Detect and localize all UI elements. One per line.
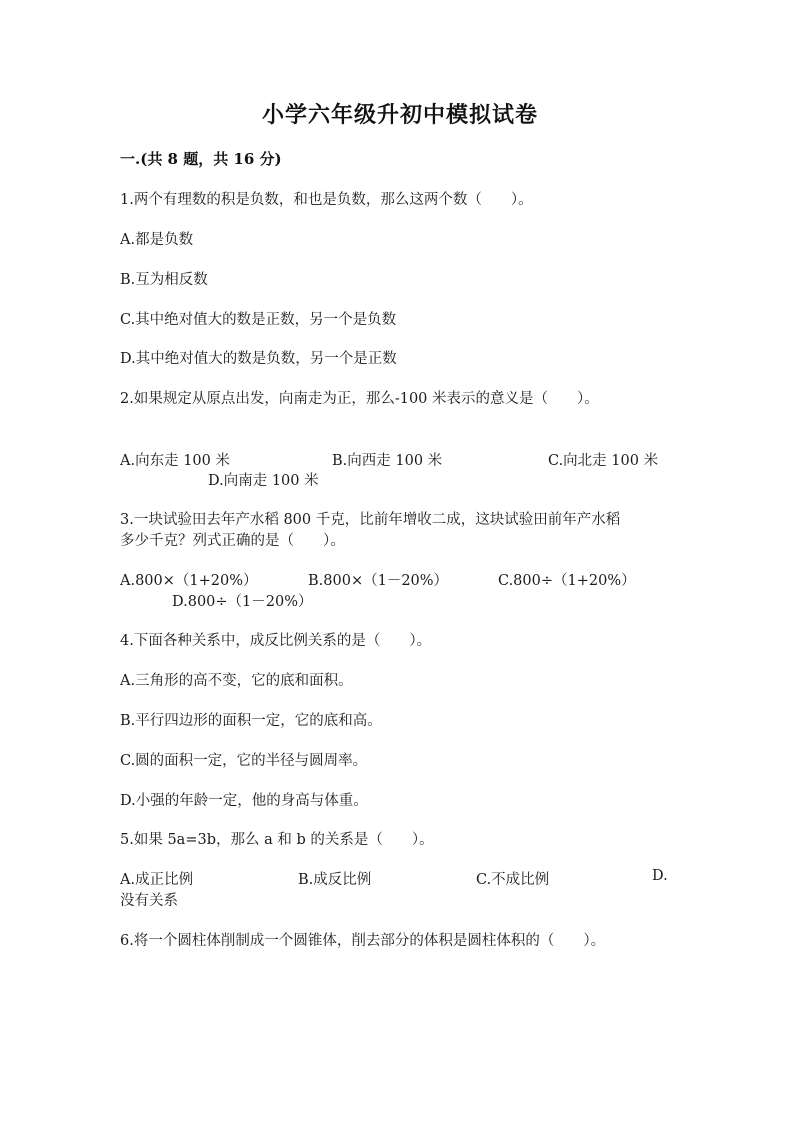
question-3-option-d[interactable]: D.800÷（1－20%） bbox=[172, 594, 313, 610]
question-3-stem-line-2: 多少千克？列式正确的是（ ）。 bbox=[120, 533, 345, 549]
question-3-option-b[interactable]: B.800×（1－20%） bbox=[308, 573, 449, 589]
question-3-option-c[interactable]: C.800÷（1+20%） bbox=[498, 573, 636, 589]
question-5-option-a[interactable]: A.成正比例 bbox=[120, 872, 194, 888]
question-5-option-c[interactable]: C.不成比例 bbox=[476, 872, 550, 888]
question-2-option-b[interactable]: B.向西走 100 米 bbox=[332, 453, 443, 469]
question-4-option-d[interactable]: D.小强的年龄一定，他的身高与体重。 bbox=[120, 793, 368, 809]
question-5-option-d-continued[interactable]: 没有关系 bbox=[120, 893, 178, 909]
question-1-option-b[interactable]: B.互为相反数 bbox=[120, 272, 208, 288]
question-6-stem: 6.将一个圆柱体削制成一个圆锥体，削去部分的体积是圆柱体积的（ ）。 bbox=[120, 933, 606, 949]
question-3-stem-line-1: 3.一块试验田去年产水稻 800 千克，比前年增收二成，这块试验田前年产水稻 bbox=[120, 512, 621, 528]
question-1-option-d[interactable]: D.其中绝对值大的数是负数，另一个是正数 bbox=[120, 351, 397, 367]
question-2-stem: 2.如果规定从原点出发，向南走为正，那么-100 米表示的意义是（ ）。 bbox=[120, 391, 599, 407]
question-5-option-b[interactable]: B.成反比例 bbox=[298, 872, 372, 888]
question-1-option-a[interactable]: A.都是负数 bbox=[120, 232, 194, 248]
question-4-option-c[interactable]: C.圆的面积一定，它的半径与圆周率。 bbox=[120, 753, 368, 769]
section-heading: 一.(共 8 题，共 16 分) bbox=[120, 150, 282, 168]
question-5-stem: 5.如果 5a=3b，那么 a 和 b 的关系是（ ）。 bbox=[120, 832, 434, 848]
question-5-option-d[interactable]: D. bbox=[652, 868, 668, 884]
question-2-option-d[interactable]: D.向南走 100 米 bbox=[208, 473, 319, 489]
question-4-stem: 4.下面各种关系中，成反比例关系的是（ ）。 bbox=[120, 633, 432, 649]
page-title: 小学六年级升初中模拟试卷 bbox=[261, 102, 538, 128]
question-2-option-c[interactable]: C.向北走 100 米 bbox=[548, 453, 659, 469]
question-4-option-a[interactable]: A.三角形的高不变，它的底和面积。 bbox=[120, 673, 353, 689]
question-1-stem: 1.两个有理数的积是负数，和也是负数，那么这两个数（ ）。 bbox=[120, 192, 533, 208]
question-3-option-a[interactable]: A.800×（1+20%） bbox=[120, 573, 258, 589]
question-2-option-a[interactable]: A.向东走 100 米 bbox=[120, 453, 230, 469]
question-1-option-c[interactable]: C.其中绝对值大的数是正数，另一个是负数 bbox=[120, 312, 397, 328]
question-4-option-b[interactable]: B.平行四边形的面积一定，它的底和高。 bbox=[120, 713, 382, 729]
